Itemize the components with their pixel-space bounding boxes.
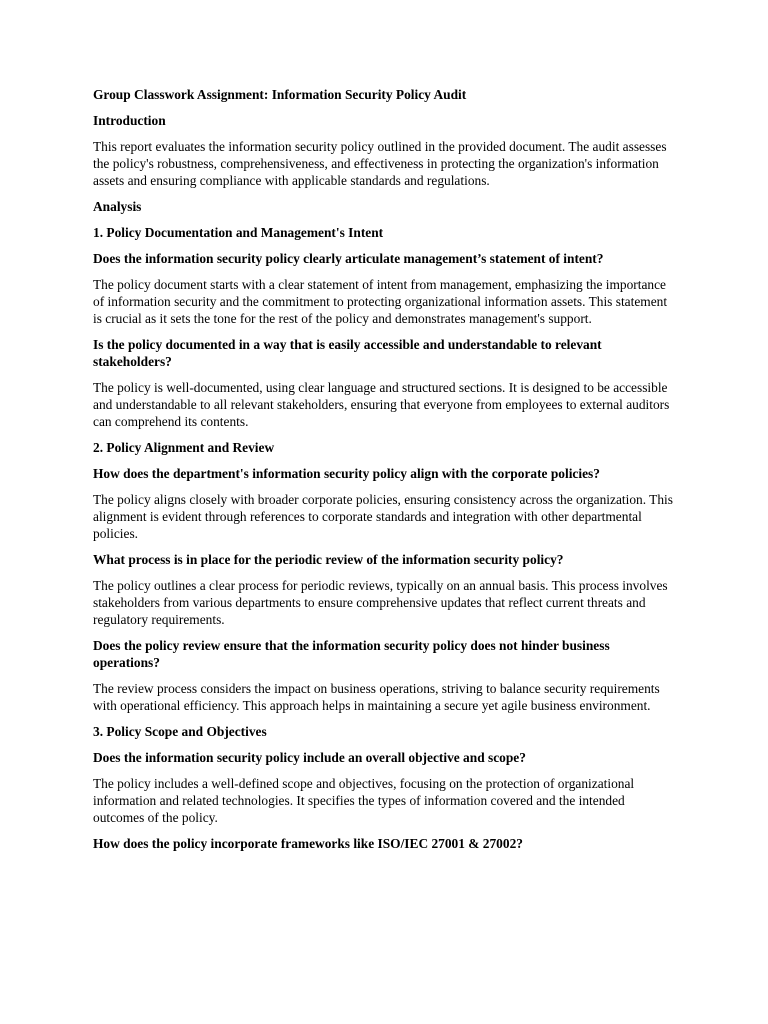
analysis-heading: Analysis bbox=[93, 199, 142, 214]
question: Does the information security policy clearly articulate management’s statement of intent? bbox=[93, 251, 604, 266]
question: Is the policy documented in a way that is easily accessible and understandable to relevant stakeholders? bbox=[93, 337, 602, 369]
section-heading: 3. Policy Scope and Objectives bbox=[93, 724, 267, 739]
answer-paragraph: The policy aligns closely with broader corporate policies, ensuring consistency across the organization. This alignment is evident through references to corporate standards and integration with other departmental policies. bbox=[93, 492, 673, 541]
question: How does the policy incorporate frameworks like ISO/IEC 27001 & 27002? bbox=[93, 836, 523, 851]
document-title: Group Classwork Assignment: Information Security Policy Audit bbox=[93, 87, 467, 102]
answer-paragraph: The policy outlines a clear process for periodic reviews, typically on an annual basis. This process involves stakeholders from various departments to ensure comprehensive updates that reflect current threats and regulatory requirements. bbox=[93, 578, 668, 627]
question: What process is in place for the periodic review of the information security policy? bbox=[93, 552, 564, 567]
question: Does the information security policy include an overall objective and scope? bbox=[93, 750, 526, 765]
answer-paragraph: The review process considers the impact on business operations, striving to balance security requirements with operational efficiency. This approach helps in maintaining a secure yet agile business environment. bbox=[93, 681, 660, 713]
answer-paragraph: The policy includes a well-defined scope and objectives, focusing on the protection of organizational information and related technologies. It specifies the types of information covered and the intended outcomes of the policy. bbox=[93, 776, 635, 825]
document-body bbox=[93, 86, 677, 861]
section-heading: 2. Policy Alignment and Review bbox=[93, 440, 275, 455]
introduction-heading: Introduction bbox=[93, 113, 166, 128]
introduction-paragraph: This report evaluates the information security policy outlined in the provided document. The audit assesses the policy's robustness, comprehensiveness, and effectiveness in protecting the organization's information assets and ensuring compliance with applicable standards and regulations. bbox=[93, 139, 667, 188]
section-heading: 1. Policy Documentation and Management's Intent bbox=[93, 225, 384, 240]
question: Does the policy review ensure that the information security policy does not hinder business operations? bbox=[93, 638, 610, 670]
question: How does the department's information security policy align with the corporate policies? bbox=[93, 466, 600, 481]
answer-paragraph: The policy document starts with a clear statement of intent from management, emphasizing the importance of information security and the commitment to protecting organizational information assets. This statement is crucial as it sets the tone for the rest of the policy and demonstrates management's support. bbox=[93, 277, 668, 326]
answer-paragraph: The policy is well-documented, using clear language and structured sections. It is designed to be accessible and understandable to all relevant stakeholders, ensuring that everyone from employees to external auditors can comprehend its contents. bbox=[93, 380, 670, 429]
